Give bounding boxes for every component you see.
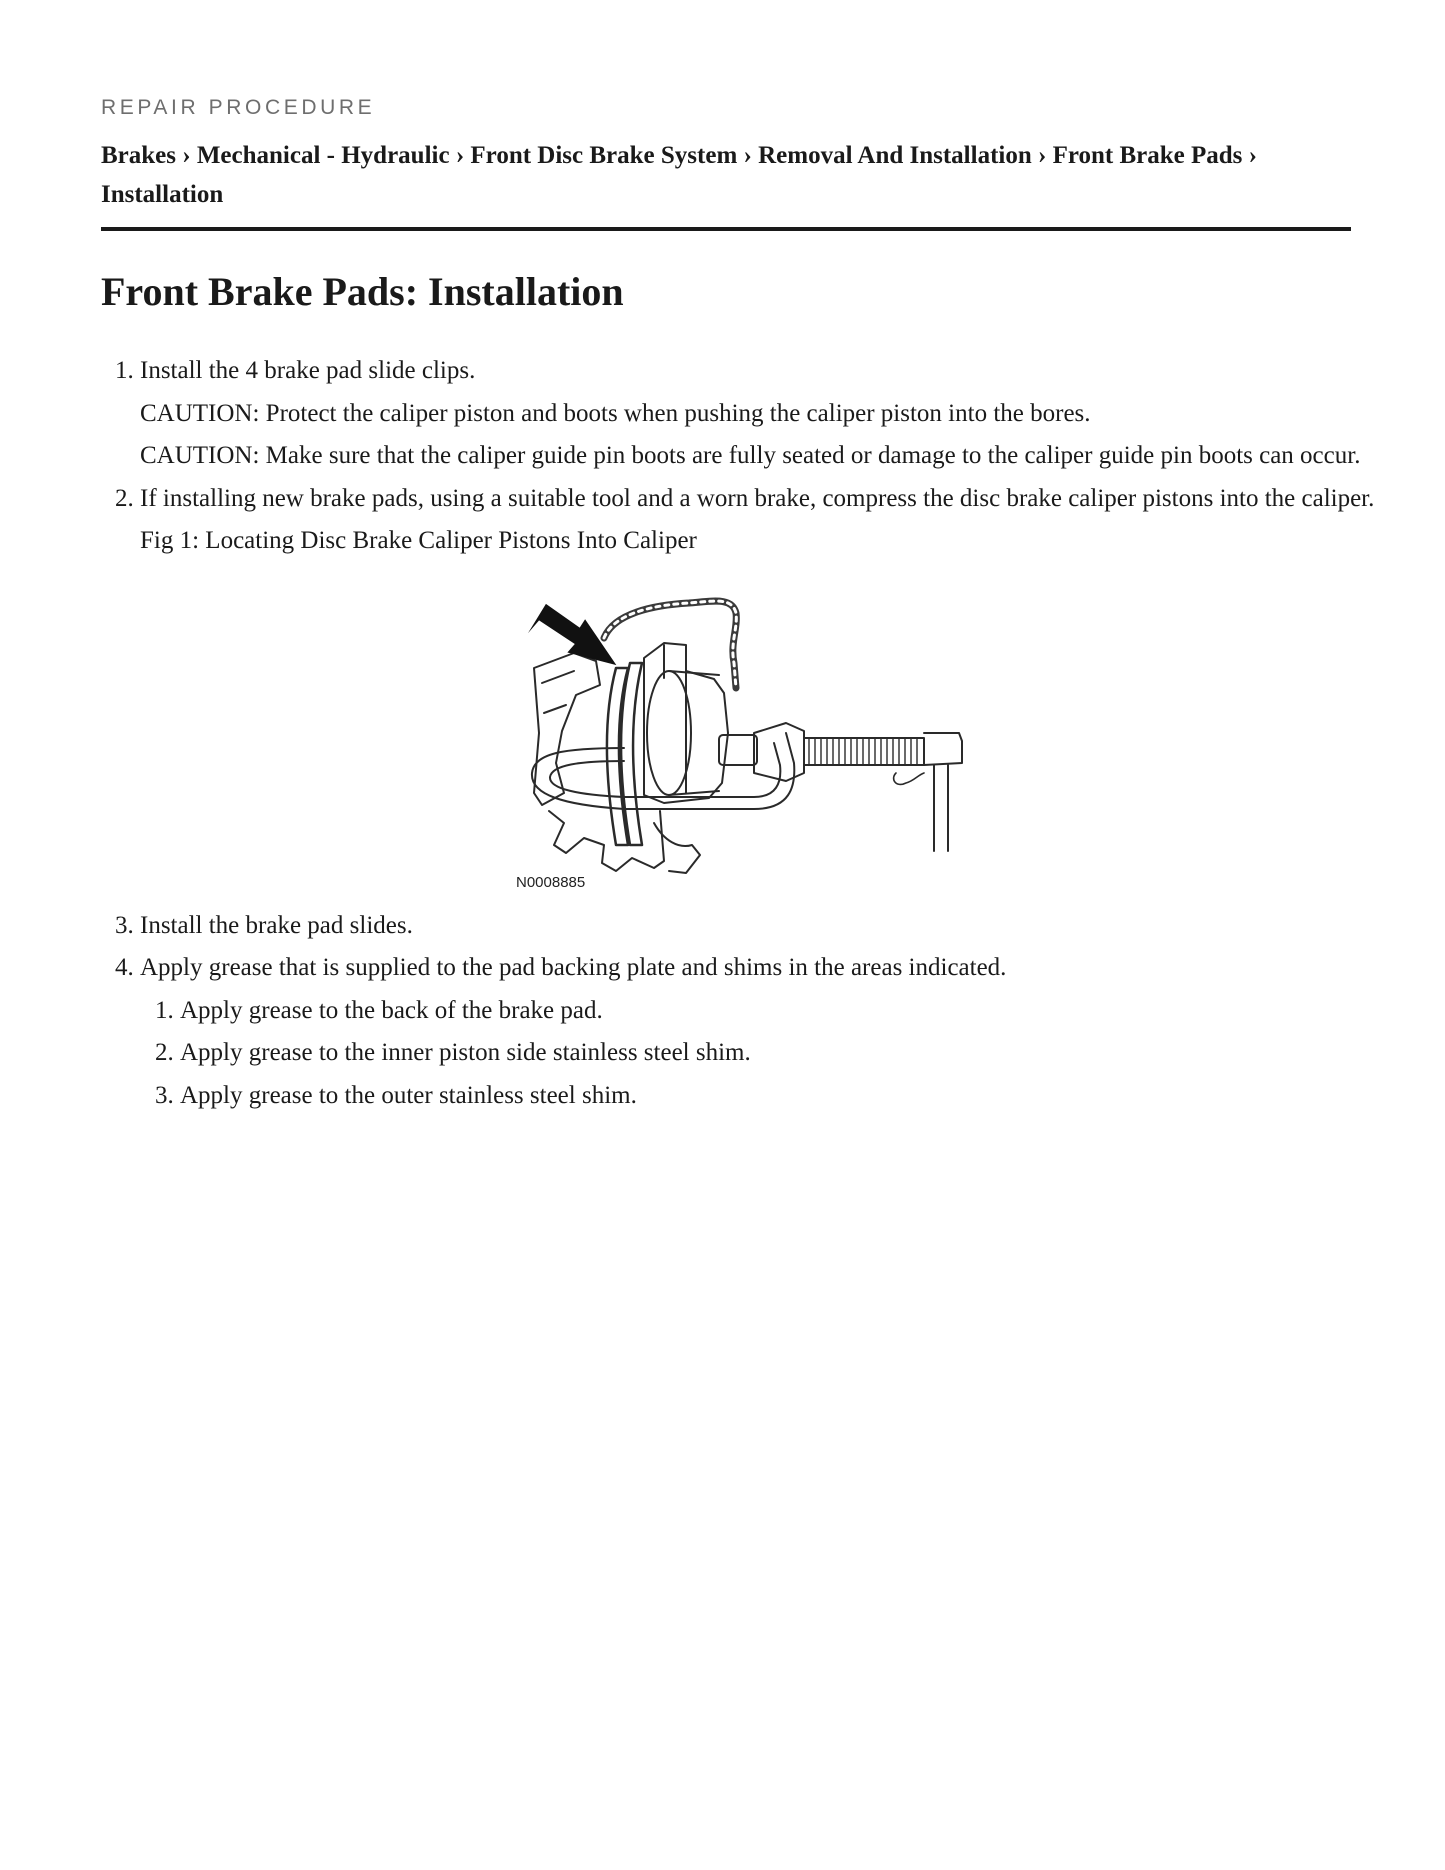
- page-title: Front Brake Pads: Installation: [101, 269, 624, 314]
- header-divider: [101, 227, 1351, 231]
- figure-caption: Fig 1: Locating Disc Brake Caliper Pistons Into Caliper: [140, 527, 697, 554]
- substep-2: 2. Apply grease to the inner piston side stainless steel shim.: [180, 1032, 1390, 1075]
- step-1-text: 1. Install the 4 brake pad slide clips.: [140, 357, 476, 384]
- procedure-steps: [101, 350, 1390, 1117]
- step-2-text: 2. If installing new brake pads, using a suitable tool and a worn brake, compress the disc brake caliper pistons into the caliper.: [140, 484, 1375, 512]
- figure-1: [140, 583, 1390, 895]
- caution-note: CAUTION: Protect the caliper piston and boots when pushing the caliper piston into the bores.: [140, 399, 1091, 427]
- step-4-text: 4. Apply grease that is supplied to the pad backing plate and shims in the areas indicated.: [140, 954, 1007, 981]
- step-3-text: 3. Install the brake pad slides.: [140, 911, 413, 939]
- substep-1: 1. Apply grease to the back of the brake pad.: [180, 990, 1390, 1033]
- caution-note: CAUTION: Make sure that the caliper guide pin boots are fully seated or damage to the caliper guide pin boots can occur.: [140, 442, 1361, 469]
- figure-code: N0008885: [516, 873, 586, 891]
- caliper-piston-compress-illustration: [504, 583, 984, 895]
- step-1: [140, 350, 1390, 478]
- step-4: [140, 947, 1390, 1117]
- step-2: [140, 478, 1390, 895]
- step-3: [140, 905, 1390, 948]
- grease-substeps: [140, 990, 1390, 1118]
- section-kicker: REPAIR PROCEDURE: [101, 96, 376, 119]
- breadcrumb: Brakes › Mechanical - Hydraulic › Front Disc Brake System › Removal And Installation › Front Brake Pads › Installation: [101, 142, 1257, 208]
- substep-3: 3. Apply grease to the outer stainless steel shim.: [180, 1075, 1390, 1118]
